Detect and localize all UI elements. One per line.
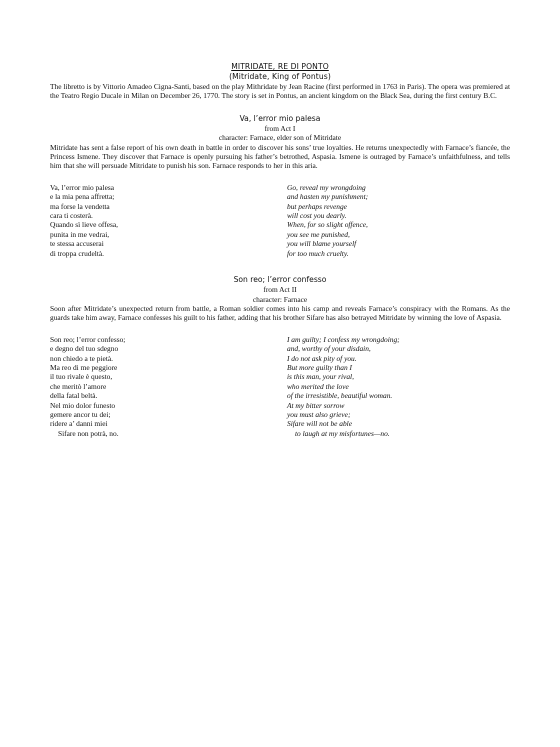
translation-line: At my bitter sorrow (287, 400, 345, 410)
translation-line: to laugh at my misfortunes—no. (295, 428, 390, 438)
translation-line: you will blame yourself (287, 239, 357, 249)
aria-act: from Act I (264, 123, 296, 133)
english-translation (287, 183, 368, 258)
verse-block-1 (50, 183, 510, 258)
verse-line: cara ti costerà. (50, 211, 93, 221)
aria-title: Va, l’error mio palesa (239, 113, 321, 123)
verse-line: te stessa accuserai (50, 239, 104, 249)
translation-line: When, for so slight offence, (287, 220, 368, 230)
aria-description: Mitridate has sent a false report of his own death in battle in order to discover his sons’ true loyalties. He returns unexpectedly with Farnace’s fiancée, the Princess Ismene. They discover that Farnace is openly pursuing his father’s betrothed, Aspasia. Ismene is outraged by Farnace’s unfaithfulness, and tells him that she will persuade Mitridate to punish his son. Farnace responds to her in this aria. (50, 142, 510, 171)
verse-line: e degno del tuo sdegno (50, 344, 119, 354)
page-subtitle: (Mitridate, King of Pontus) (229, 72, 331, 81)
verse-line: Va, l’error mio palesa (50, 182, 115, 192)
translation-line: but perhaps revenge (287, 201, 347, 211)
verse-line: ridere a’ danni miei (50, 419, 108, 429)
translation-line: of the irresistible, beautiful woman. (287, 391, 393, 401)
verse-line: ma forse la vendetta (50, 201, 110, 211)
italian-text (50, 335, 287, 438)
translation-line: But more guilty than I (287, 362, 352, 372)
translation-line: will cost you dearly. (287, 211, 347, 221)
translation-line: who merited the love (287, 381, 349, 391)
aria-heading-1 (50, 114, 510, 143)
aria-character: character: Farnace, elder son of Mitridate (218, 133, 342, 143)
page-title: MITRIDATE, RE DI PONTO (231, 62, 329, 71)
translation-line: you see me punished, (287, 229, 350, 239)
verse-line: Sifare non potrà, no. (58, 428, 119, 438)
english-translation (287, 335, 400, 438)
translation-line: for too much cruelty. (287, 248, 349, 258)
verse-block-2 (50, 335, 510, 438)
translation-line: and hasten my punishment; (287, 192, 369, 202)
verse-line: il tuo rivale è questo, (50, 372, 113, 382)
verse-line: Quando sì lieve offesa, (50, 220, 119, 230)
translation-line: Sifare will not be able (287, 419, 353, 429)
verse-line: di troppa crudeltà. (50, 248, 104, 258)
verse-line: e la mia pena affretta; (50, 192, 115, 202)
aria-character: character: Farnace (252, 294, 308, 304)
aria-title: Son reo; l’error confesso (233, 275, 327, 285)
aria-heading-2 (50, 275, 510, 304)
verse-line: che meritò l’amore (50, 381, 107, 391)
translation-line: Go, reveal my wrongdoing (287, 182, 366, 192)
aria-act: from Act II (263, 285, 297, 295)
title-block (50, 62, 510, 82)
intro-paragraph: The libretto is by Vittorio Amadeo Cigna-Santi, based on the play Mithridate by Jean Racine (first performed in 1763 in Paris). The opera was premiered at the Teatro Regio Ducale in Milan on December 26, 1770. The story is set in Pontus, an ancient kingdom on the Black Sea, during the first century B.C. (50, 82, 510, 101)
aria-description: Soon after Mitridate’s unexpected return from battle, a Roman soldier comes into his camp and reveals Farnace’s conspiracy with the Romans. As the guards take him away, Farnace confesses his guilt to his father, adding that his brother Sifare has also betrayed Mitridate by winning the love of Aspasia. (50, 303, 510, 323)
verse-line: gemere ancor tu dei; (50, 409, 111, 419)
verse-line: Ma reo di me peggiore (50, 362, 118, 372)
translation-line: I am guilty; I confess my wrongdoing; (287, 334, 400, 344)
translation-line: you must also grieve; (287, 409, 351, 419)
translation-line: is this man, your rival, (287, 372, 354, 382)
verse-line: Nel mio dolor funesto (50, 400, 116, 410)
verse-line: punita in me vedrai, (50, 229, 110, 239)
verse-line: della fatal beltà. (50, 391, 98, 401)
verse-line: Son reo; l’error confesso; (50, 334, 126, 344)
translation-line: and, worthy of your disdain, (287, 344, 371, 354)
libretto-page (50, 62, 510, 438)
verse-line: non chiedo a te pietà. (50, 353, 114, 363)
italian-text (50, 183, 287, 258)
translation-line: I do not ask pity of you. (287, 353, 357, 363)
